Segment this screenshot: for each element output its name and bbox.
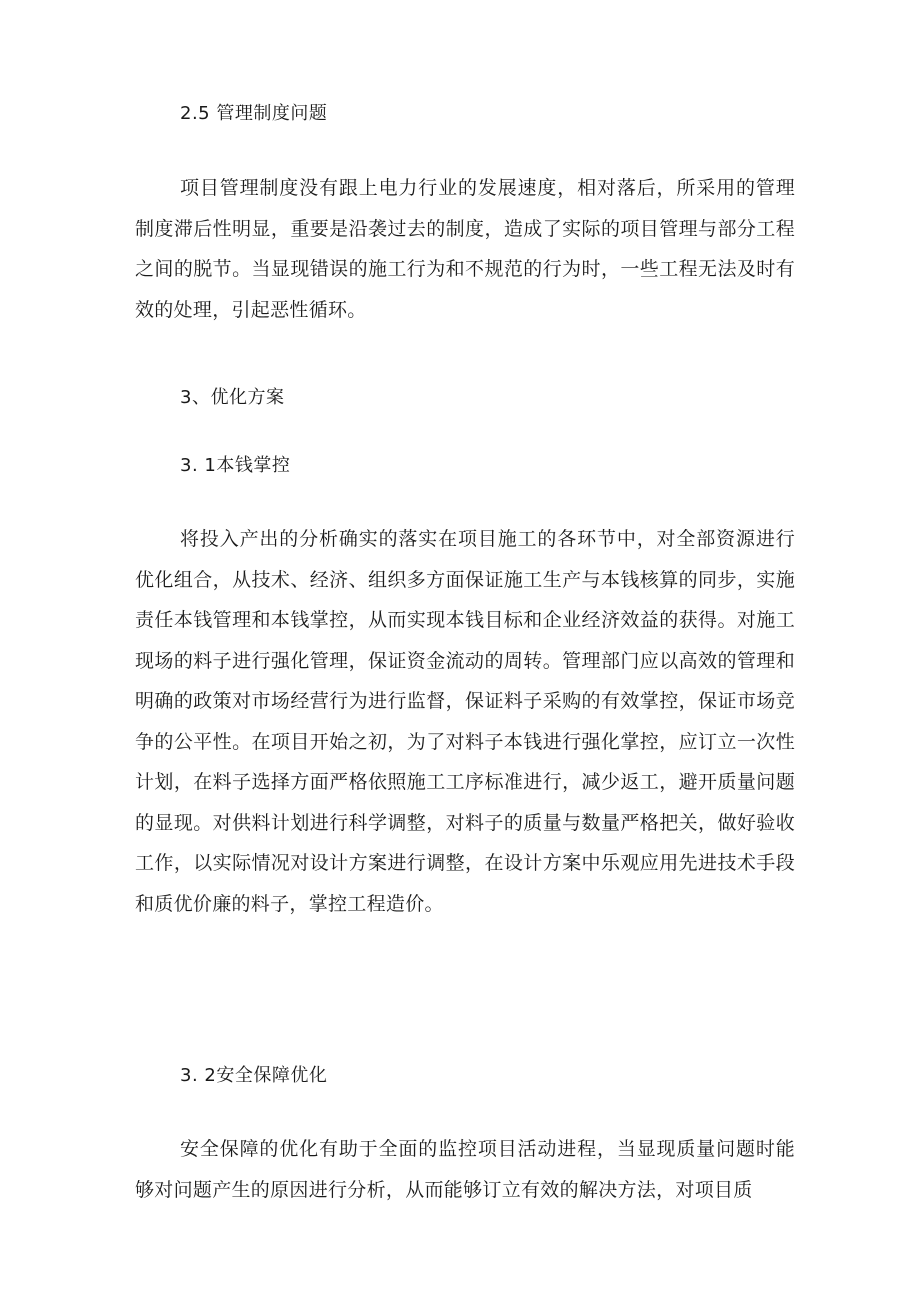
section-heading-2-5: 2.5 管理制度问题 [180,103,328,124]
section-heading-3: 3、优化方案 [180,387,285,408]
section-heading-3-1: 3. 1本钱掌控 [180,455,291,476]
section-heading-3-2: 3. 2安全保障优化 [180,1065,328,1086]
paragraph-management-system: 项目管理制度没有跟上电力行业的发展速度，相对落后，所采用的管理制度滞后性明显，重要是沿袭过去的制度，造成了实际的项目管理与部分工程之间的脱节。当显现错误的施工行为和不规范的行为时，一些工程无法及时有效的处理，引起恶性循环。 [135,177,795,321]
paragraph-safety-optimization: 安全保障的优化有助于全面的监控项目活动进程，当显现质量问题时能够对问题产生的原因进行分析，从而能够订立有效的解决方法，对项目质 [135,1138,795,1201]
paragraph-cost-control: 将投入产出的分析确实的落实在项目施工的各环节中，对全部资源进行优化组合，从技术、经济、组织多方面保证施工生产与本钱核算的同步，实施责任本钱管理和本钱掌控，从而实现本钱目标和企业经济效益的获得。对施工现场的料子进行强化管理，保证资金流动的周转。管理部门应以高效的管理和明确的政策对市场经营行为进行监督，保证料子采购的有效掌控，保证市场竞争的公平性。在项目开始之初，为了对料子本钱进行强化掌控，应订立一次性计划，在料子选择方面严格依照施工工序标准进行，减少返工，避开质量问题的显现。对供料计划进行科学调整，对料子的质量与数量严格把关，做好验收工作，以实际情况对设计方案进行调整，在设计方案中乐观应用先进技术手段和质优价廉的料子，掌控工程造价。 [135,528,795,915]
